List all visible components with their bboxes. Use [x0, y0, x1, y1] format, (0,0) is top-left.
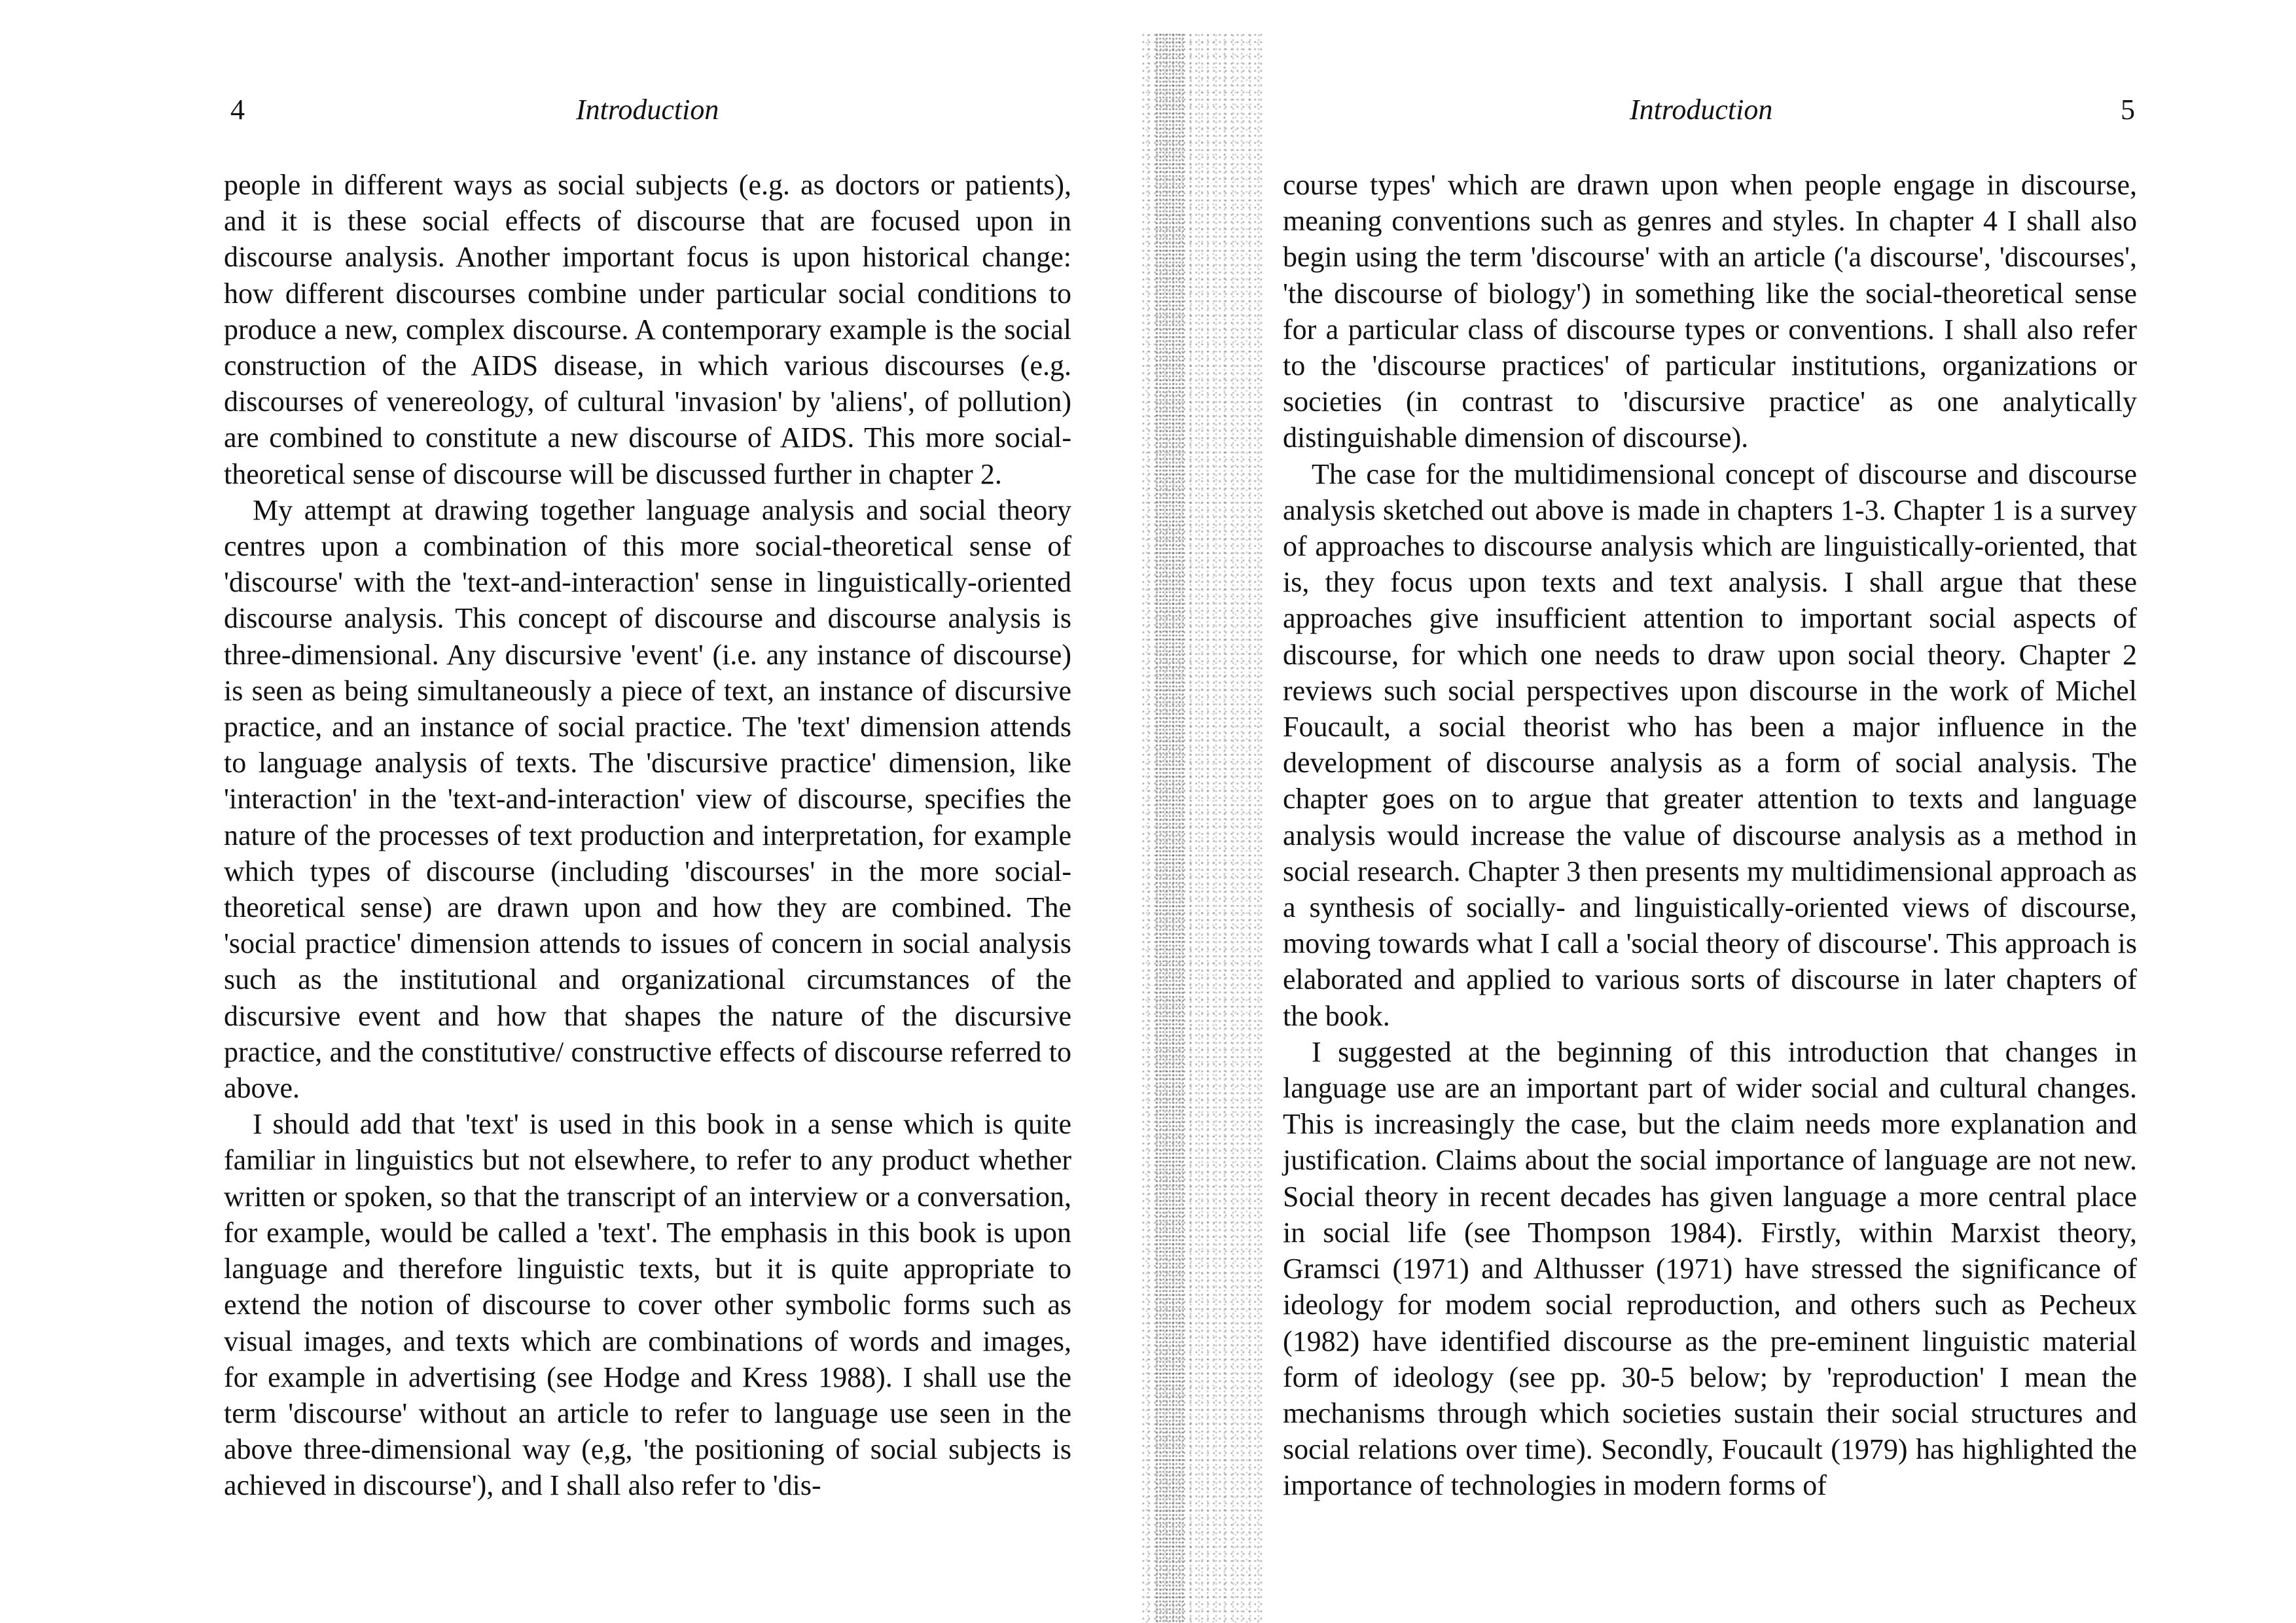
left-paragraph-1: people in different ways as social subjects (e.g. as doctors or patients), and it is these social effects of discourse that are focused upon in discourse analysis. Another important focus is upon historical change: how different discourses combine under particular social conditions to produce a new, complex discourse. A contemporary example is the social construction of the AIDS disease, in which various discourses (e.g. discourses of venereology, of cultural 'invasion' by 'aliens', of pollution) are combined to constitute a new discourse of AIDS. This more social-theoretical sense of discourse will be discussed further in chapter 2.	[224, 169, 1071, 490]
left-body-text	[224, 167, 1071, 1504]
left-paragraph-3: I should add that 'text' is used in this book in a sense which is quite familiar in linguistics but not elsewhere, to refer to any product whether written or spoken, so that the transcript of an interview or a conversation, for example, would be called a 'text'. The emphasis in this book is upon language and therefore linguistic texts, but it is quite appropriate to extend the notion of discourse to cover other symbolic forms such as visual images, and texts which are combinations of words and images, for example in advertising (see Hodge and Kress 1988). I shall use the term 'discourse' without an article to refer to language use seen in the above three-dimensional way (e,g, 'the positioning of social subjects is achieved in discourse'), and I shall also refer to 'dis-	[224, 1108, 1071, 1502]
right-paragraph-1: course types' which are drawn upon when people engage in discourse, meaning conventions such as genres and styles. In chapter 4 I shall also begin using the term 'discourse' with an article ('a discourse', 'discourses', 'the discourse of biology') in something like the social-theoretical sense for a particular class of discourse types or conventions. I shall also refer to the 'discourse practices' of particular institutions, organizations or societies (in contrast to 'discursive practice' as one analytically distinguishable dimension of discourse).	[1283, 169, 2137, 454]
right-paragraph-2: The case for the multidimensional concept of discourse and discourse analysis sketched out above is made in chapters 1-3. Chapter 1 is a survey of approaches to discourse analysis which are linguistically-oriented, that is, they focus upon texts and text analysis. I shall argue that these approaches give insufficient attention to important social aspects of discourse, for which one needs to draw upon social theory. Chapter 2 reviews such social perspectives upon discourse in the work of Michel Foucault, a social theorist who has been a major influence in the development of discourse analysis as a form of social analysis. The chapter goes on to argue that greater attention to texts and language analysis would increase the value of discourse analysis as a method in social research. Chapter 3 then presents my multidimensional approach as a synthesis of socially- and linguistically-oriented views of discourse, moving towards what I call a 'social theory of discourse'. This approach is elaborated and applied to various sorts of discourse in later chapters of the book.	[1283, 457, 2137, 1032]
right-body-text	[1283, 167, 2137, 1504]
left-paragraph-2: My attempt at drawing together language analysis and social theory centres upon a combination of this more social-theoretical sense of 'discourse' with the 'text-and-interaction' sense in linguistically-oriented discourse analysis. This concept of discourse and discourse analysis is three-dimensional. Any discursive 'event' (i.e. any instance of discourse) is seen as being simultaneously a piece of text, an instance of discursive practice, and an instance of social practice. The 'text' dimension attends to language analysis of texts. The 'discursive practice' dimension, like 'interaction' in the 'text-and-interaction' view of discourse, specifies the nature of the processes of text production and interpretation, for example which types of discourse (including 'discourses' in the more social-theoretical sense) are drawn upon and how they are combined. The 'social practice' dimension attends to issues of concern in social analysis such as the institutional and organizational circumstances of the discursive event and how that shapes the nature of the discursive practice, and the constitutive/ constructive effects of discourse referred to above.	[224, 493, 1071, 1105]
left-page-number: 4	[230, 94, 245, 126]
right-paragraph-3: I suggested at the beginning of this introduction that changes in language use are an important part of wider social and cultural changes. This is increasingly the case, but the claim needs more explanation and justification. Claims about the social importance of language are not new. Social theory in recent decades has given language a more central place in social life (see Thompson 1984). Firstly, within Marxist theory, Gramsci (1971) and Althusser (1971) have stressed the significance of ideology for modem social reproduction, and others such as Pecheux (1982) have identified discourse as the pre-eminent linguistic material form of ideology (see pp. 30-5 below; by 'reproduction' I mean the mechanisms through which societies sustain their social structures and social relations over time). Secondly, Foucault (1979) has highlighted the importance of technologies in modern forms of	[1283, 1035, 2137, 1502]
left-running-head: Introduction	[576, 94, 719, 126]
right-page	[1148, 0, 2296, 1623]
right-page-number: 5	[2121, 94, 2135, 126]
right-running-head: Introduction	[1630, 94, 1773, 126]
